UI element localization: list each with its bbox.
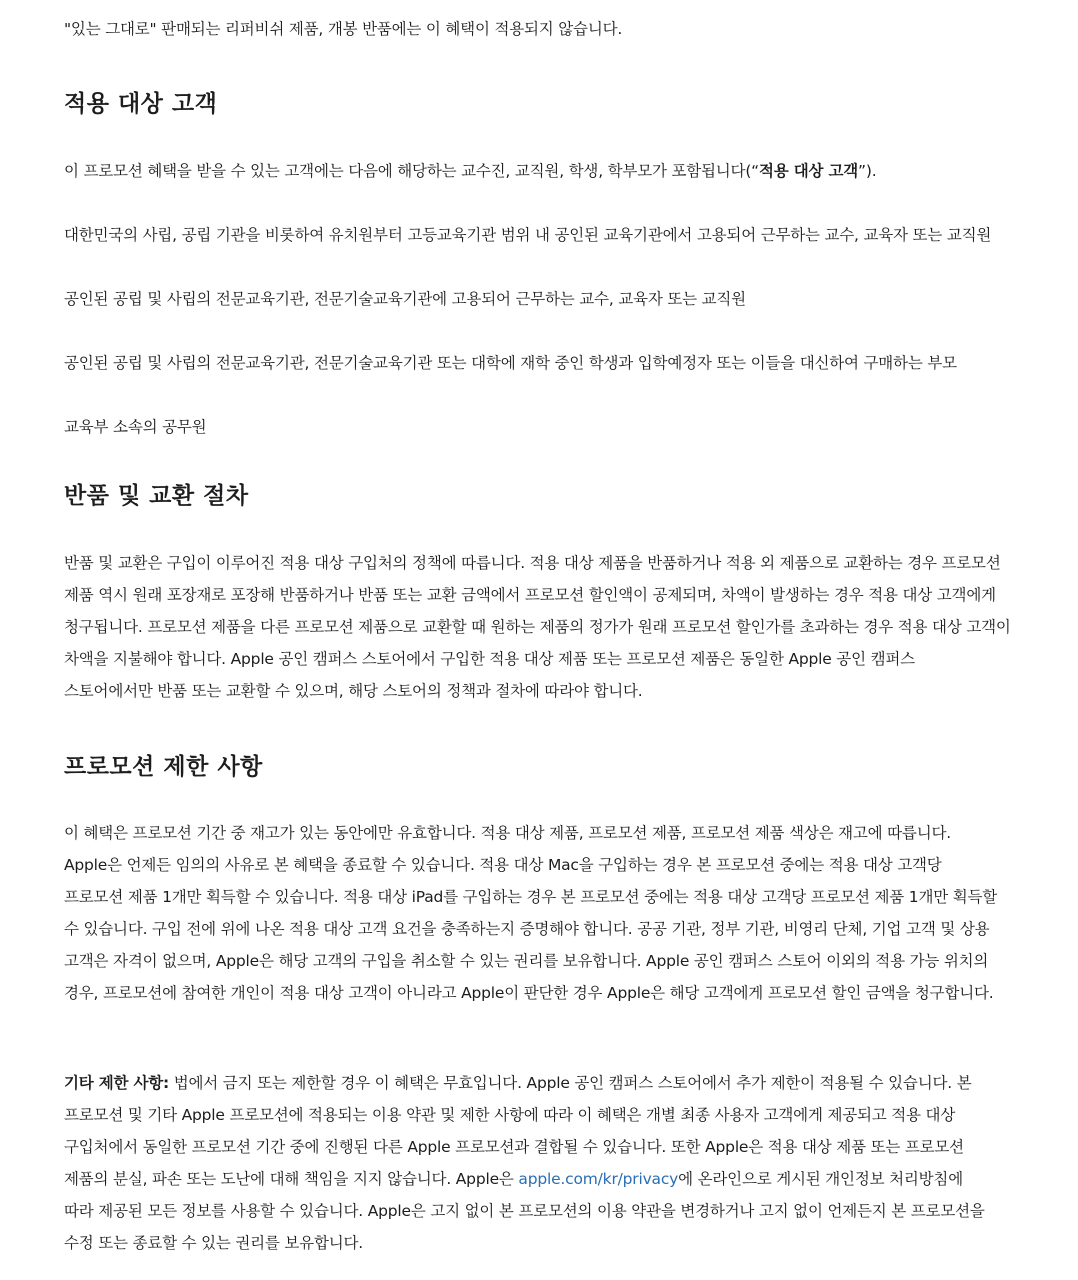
other-line: 구입처에서 동일한 프로모션 기간 중에 진행된 다른 Apple 프로모션과 결합될 수 있습니다. 또한 Apple은 적용 대상 제품 또는 프로모션 (64, 1138, 964, 1156)
limits-line: Apple은 언제든 임의의 사유로 본 혜택을 종료할 수 있습니다. 적용 대상 Mac을 구입하는 경우 본 프로모션 중에는 적용 대상 고객당 (64, 856, 942, 874)
privacy-link[interactable]: apple.com/kr/privacy (518, 1170, 679, 1188)
returns-line: 청구됩니다. 프로모션 제품을 다른 프로모션 제품으로 교환할 때 원하는 제품의 정가가 원래 프로모션 할인가를 초과하는 경우 적용 대상 고객이 (64, 618, 1011, 636)
other-line (64, 1067, 1034, 1099)
eligible-heading: 적용 대상 고객 (64, 91, 218, 117)
other-line: 프로모션 및 기타 Apple 프로모션에 적용되는 이용 약관 및 제한 사항에 따라 이 혜택은 개별 최종 사용자 고객에게 제공되고 적용 대상 (64, 1106, 956, 1124)
eligible-item: 교육부 소속의 공무원 (64, 418, 207, 436)
eligible-lead-after: ”). (858, 162, 877, 180)
eligible-item: 대한민국의 사립, 공립 기관을 비롯하여 유치원부터 고등교육기관 범위 내 공인된 교육기관에서 고용되어 근무하는 교수, 교육자 또는 교직원 (64, 226, 992, 244)
eligible-lead-before: 이 프로모션 혜택을 받을 수 있는 고객에는 다음에 해당하는 교수진, 교직원, 학생, 학부모가 포함됩니다(“ (64, 162, 760, 180)
returns-line: 차액을 지불해야 합니다. Apple 공인 캠퍼스 스토어에서 구입한 적용 대상 제품 또는 프로모션 제품은 동일한 Apple 공인 캠퍼스 (64, 650, 915, 668)
other-line5-after-link: 에 온라인으로 게시된 개인정보 처리방침에 (678, 1170, 963, 1188)
other-limits-label: 기타 제한 사항: (64, 1074, 170, 1092)
returns-line: 제품 역시 원래 포장재로 포장해 반품하거나 반품 또는 교환 금액에서 프로모션 할인액이 공제되며, 차액이 발생하는 경우 적용 대상 고객에게 (64, 586, 996, 604)
intro-note: "있는 그대로" 판매되는 리퍼비쉬 제품, 개봉 반품에는 이 혜택이 적용되지 않습니다. (64, 20, 623, 38)
other-line: 따라 제공된 모든 정보를 사용할 수 있습니다. Apple은 고지 없이 본 프로모션의 이용 약관을 변경하거나 고지 없이 언제든지 본 프로모션을 (64, 1202, 985, 1220)
returns-line: 반품 및 교환은 구입이 이루어진 적용 대상 구입처의 정책에 따릅니다. 적용 대상 제품을 반품하거나 적용 외 제품으로 교환하는 경우 프로모션 (64, 554, 1001, 572)
other-line: 수정 또는 종료할 수 있는 권리를 보유합니다. (64, 1234, 364, 1252)
eligible-item: 공인된 공립 및 사립의 전문교육기관, 전문기술교육기관에 고용되어 근무하는 교수, 교육자 또는 교직원 (64, 290, 746, 308)
eligible-lead-bold: 적용 대상 고객 (759, 162, 859, 180)
limits-line: 고객은 자격이 없으며, Apple은 해당 고객의 구입을 취소할 수 있는 권리를 보유합니다. Apple 공인 캠퍼스 스토어 이외의 적용 가능 위치의 (64, 952, 989, 970)
limits-line: 수 있습니다. 구입 전에 위에 나온 적용 대상 고객 요건을 충족하는지 증명해야 합니다. 공공 기관, 정부 기관, 비영리 단체, 기업 고객 및 상용 (64, 920, 990, 938)
limits-line: 프로모션 제품 1개만 획득할 수 있습니다. 적용 대상 iPad를 구입하는 경우 본 프로모션 중에는 적용 대상 고객당 프로모션 제품 1개만 획득할 (64, 888, 998, 906)
returns-heading: 반품 및 교환 절차 (64, 483, 249, 509)
eligible-item: 공인된 공립 및 사립의 전문교육기관, 전문기술교육기관 또는 대학에 재학 중인 학생과 입학예정자 또는 이들을 대신하여 구매하는 부모 (64, 354, 957, 372)
limits-line: 경우, 프로모션에 참여한 개인이 적용 대상 고객이 아니라고 Apple이 판단한 경우 Apple은 해당 고객에게 프로모션 할인 금액을 청구합니다. (64, 984, 994, 1002)
other-line1-rest: 법에서 금지 또는 제한할 경우 이 혜택은 무효입니다. Apple 공인 캠퍼스 스토어에서 추가 제한이 적용될 수 있습니다. 본 (169, 1074, 972, 1092)
other-line4: 제품의 분실, 파손 또는 도난에 대해 책임을 지지 않습니다. Apple은 (64, 1170, 519, 1188)
eligible-lead (64, 155, 1034, 187)
limits-heading: 프로모션 제한 사항 (64, 754, 263, 780)
other-line (64, 1163, 1034, 1195)
limits-line: 이 혜택은 프로모션 기간 중 재고가 있는 동안에만 유효합니다. 적용 대상 제품, 프로모션 제품, 프로모션 제품 색상은 재고에 따릅니다. (64, 824, 951, 842)
returns-line: 스토어에서만 반품 또는 교환할 수 있으며, 해당 스토어의 정책과 절차에 따라야 합니다. (64, 682, 643, 700)
